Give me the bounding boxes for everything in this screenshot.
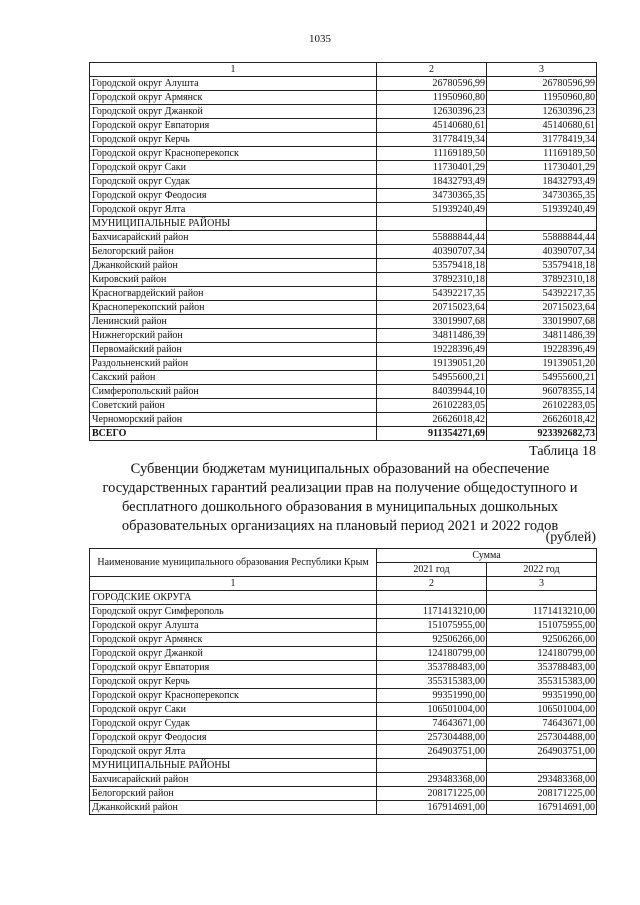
table-row [90,731,597,745]
table-row [90,77,597,91]
name-column-header: Наименование муниципального образования Республики Крым [90,549,377,577]
value-2021-cell: 40390707,34 [377,245,487,259]
value-2022-cell: 26626018,42 [487,413,597,427]
table-row [90,217,597,231]
table-row [90,287,597,301]
table-row [90,703,597,717]
value-2022-cell: 293483368,00 [487,773,597,787]
value-2022-cell: 257304488,00 [487,731,597,745]
value-2021-cell: 1171413210,00 [377,605,487,619]
municipality-name-cell: Городской округ Ялта [90,203,377,217]
municipality-name-cell: Черноморский район [90,413,377,427]
municipality-name-cell: Бахчисарайский район [90,231,377,245]
value-2021-cell: 208171225,00 [377,787,487,801]
value-2022-cell: 33019907,68 [487,315,597,329]
value-2022-cell: 19228396,49 [487,343,597,357]
table-row [90,91,597,105]
value-2021-cell [377,759,487,773]
municipality-name-cell: Нижнегорский район [90,329,377,343]
value-2022-cell: 208171225,00 [487,787,597,801]
document-title: Субвенции бюджетам муниципальных образований на обеспечение государственных гарантий реализации прав на получение общедоступного и бесплатного дошкольного образования в муниципальных дошкольных образовательных организациях на плановый период 2021 и 2022 годов [102,461,578,534]
value-2022-cell: 40390707,34 [487,245,597,259]
total-label: ВСЕГО [90,427,377,441]
value-2021-cell: 167914691,00 [377,801,487,815]
value-2021-cell: 355315383,00 [377,675,487,689]
value-2022-cell: 264903751,00 [487,745,597,759]
value-2022-cell: 11950960,80 [487,91,597,105]
value-2021-cell: 18432793,49 [377,175,487,189]
municipality-name-cell: Джанкойский район [90,801,377,815]
value-2021-cell: 151075955,00 [377,619,487,633]
municipality-name-cell: Городской округ Саки [90,703,377,717]
value-2022-cell: 20715023,64 [487,301,597,315]
municipality-name-cell: Первомайский район [90,343,377,357]
table-row [90,231,597,245]
value-2022-cell: 167914691,00 [487,801,597,815]
value-2021-cell: 11950960,80 [377,91,487,105]
table-row [90,787,597,801]
municipality-name-cell: Белогорский район [90,787,377,801]
value-2022-cell [487,217,597,231]
index-row [90,577,597,591]
value-2021-cell: 12630396,23 [377,105,487,119]
table-row [90,647,597,661]
value-2021-cell: 99351990,00 [377,689,487,703]
table-row [90,605,597,619]
table-row [90,273,597,287]
municipality-name-cell: Джанкойский район [90,259,377,273]
header-cell: 1 [90,63,377,77]
municipality-name-cell: Городской округ Симферополь [90,605,377,619]
table-row [90,329,597,343]
table-row [90,245,597,259]
table-row [90,189,597,203]
header-cell: 2 [377,63,487,77]
value-2021-cell: 51939240,49 [377,203,487,217]
municipality-name-cell: Городской округ Армянск [90,91,377,105]
value-2022-cell: 37892310,18 [487,273,597,287]
municipality-name-cell: МУНИЦИПАЛЬНЫЕ РАЙОНЫ [90,759,377,773]
table-row [90,675,597,689]
table-row [90,661,597,675]
value-2022-cell: 151075955,00 [487,619,597,633]
value-2022-cell: 12630396,23 [487,105,597,119]
units-label: (рублей) [545,530,596,545]
sum-header: Сумма [377,549,597,563]
municipality-name-cell: Красноперекопский район [90,301,377,315]
value-2021-cell: 53579418,18 [377,259,487,273]
table-row [90,619,597,633]
budget-table-2 [89,548,597,815]
value-2022-cell: 55888844,44 [487,231,597,245]
value-2021-cell: 45140680,61 [377,119,487,133]
table-row [90,203,597,217]
value-2021-cell: 92506266,00 [377,633,487,647]
value-2021-cell: 26780596,99 [377,77,487,91]
municipality-name-cell: Сакский район [90,371,377,385]
value-2022-cell: 96078355,14 [487,385,597,399]
municipality-name-cell: Городской округ Керчь [90,133,377,147]
value-2022-cell: 34811486,39 [487,329,597,343]
municipality-name-cell: Городской округ Джанкой [90,105,377,119]
budget-table-1 [89,62,597,441]
value-2022-cell: 54955600,21 [487,371,597,385]
value-2021-cell: 20715023,64 [377,301,487,315]
value-2022-cell [487,759,597,773]
value-2021-cell: 54392217,35 [377,287,487,301]
table-row [90,773,597,787]
table-row [90,343,597,357]
value-2021-cell: 26102283,05 [377,399,487,413]
year-2022-header: 2022 год [487,563,597,577]
index-cell: 3 [487,577,597,591]
municipality-name-cell: Симферопольский район [90,385,377,399]
municipality-name-cell: Городской округ Феодосия [90,731,377,745]
table-header-row [90,549,597,563]
value-2022-cell: 26102283,05 [487,399,597,413]
table-label: Таблица 18 [529,444,596,459]
year-2021-header: 2021 год [377,563,487,577]
total-row [90,427,597,441]
municipality-name-cell: Городской округ Евпатория [90,119,377,133]
table-row [90,385,597,399]
table-row [90,399,597,413]
municipality-name-cell: Городской округ Алушта [90,619,377,633]
value-2022-cell: 54392217,35 [487,287,597,301]
value-2022-cell: 1171413210,00 [487,605,597,619]
table-row [90,591,597,605]
value-2021-cell: 124180799,00 [377,647,487,661]
table-row [90,175,597,189]
municipality-name-cell: Кировский район [90,273,377,287]
table-row [90,357,597,371]
table-row [90,315,597,329]
municipality-name-cell: Городской округ Джанкой [90,647,377,661]
value-2022-cell: 34730365,35 [487,189,597,203]
value-2022-cell: 51939240,49 [487,203,597,217]
municipality-name-cell: Раздольненский район [90,357,377,371]
table-row [90,147,597,161]
value-2022-cell: 45140680,61 [487,119,597,133]
value-2022-cell: 355315383,00 [487,675,597,689]
value-2022-cell: 31778419,34 [487,133,597,147]
value-2021-cell: 293483368,00 [377,773,487,787]
value-2022-cell: 11169189,50 [487,147,597,161]
value-2021-cell: 54955600,21 [377,371,487,385]
municipality-name-cell: Красногвардейский район [90,287,377,301]
table-header-row [90,63,597,77]
value-2022-cell: 11730401,29 [487,161,597,175]
value-2021-cell: 34811486,39 [377,329,487,343]
municipality-name-cell: Городской округ Керчь [90,675,377,689]
value-2022-cell: 124180799,00 [487,647,597,661]
value-2021-cell: 106501004,00 [377,703,487,717]
value-2021-cell: 26626018,42 [377,413,487,427]
value-2021-cell: 37892310,18 [377,273,487,287]
municipality-name-cell: Ленинский район [90,315,377,329]
header-cell: 3 [487,63,597,77]
table-row [90,759,597,773]
municipality-name-cell: Городской округ Судак [90,175,377,189]
municipality-name-cell: Городской округ Саки [90,161,377,175]
municipality-name-cell: Белогорский район [90,245,377,259]
table-row [90,161,597,175]
value-2021-cell: 19228396,49 [377,343,487,357]
value-2022-cell: 92506266,00 [487,633,597,647]
table-row [90,119,597,133]
value-2021-cell: 353788483,00 [377,661,487,675]
municipality-name-cell: Городской округ Судак [90,717,377,731]
value-2021-cell: 11169189,50 [377,147,487,161]
municipality-name-cell: Бахчисарайский район [90,773,377,787]
table-row [90,689,597,703]
value-2021-cell: 55888844,44 [377,231,487,245]
value-2021-cell: 19139051,20 [377,357,487,371]
municipality-name-cell: Городской округ Ялта [90,745,377,759]
table-row [90,717,597,731]
value-2022-cell: 53579418,18 [487,259,597,273]
value-2021-cell: 11730401,29 [377,161,487,175]
value-2022-cell [487,591,597,605]
municipality-name-cell: МУНИЦИПАЛЬНЫЕ РАЙОНЫ [90,217,377,231]
municipality-name-cell: Городской округ Алушта [90,77,377,91]
index-cell: 2 [377,577,487,591]
total-value-2022: 923392682,73 [487,427,597,441]
value-2021-cell [377,591,487,605]
municipality-name-cell: Советский район [90,399,377,413]
table-row [90,301,597,315]
municipality-name-cell: ГОРОДСКИЕ ОКРУГА [90,591,377,605]
value-2021-cell: 33019907,68 [377,315,487,329]
value-2022-cell: 18432793,49 [487,175,597,189]
page-number: 1035 [309,33,331,45]
municipality-name-cell: Городской округ Красноперекопск [90,689,377,703]
value-2022-cell: 99351990,00 [487,689,597,703]
value-2021-cell: 264903751,00 [377,745,487,759]
table-row [90,259,597,273]
value-2022-cell: 353788483,00 [487,661,597,675]
value-2021-cell: 84039944,10 [377,385,487,399]
value-2021-cell: 31778419,34 [377,133,487,147]
table-row [90,133,597,147]
value-2021-cell: 34730365,35 [377,189,487,203]
value-2022-cell: 26780596,99 [487,77,597,91]
value-2021-cell: 74643671,00 [377,717,487,731]
municipality-name-cell: Городской округ Феодосия [90,189,377,203]
municipality-name-cell: Городской округ Евпатория [90,661,377,675]
table-row [90,413,597,427]
index-cell: 1 [90,577,377,591]
table-row [90,745,597,759]
table-row [90,801,597,815]
table-row [90,371,597,385]
value-2021-cell [377,217,487,231]
value-2022-cell: 19139051,20 [487,357,597,371]
total-value-2021: 911354271,69 [377,427,487,441]
municipality-name-cell: Городской округ Красноперекопск [90,147,377,161]
table-row [90,105,597,119]
table-row [90,633,597,647]
value-2022-cell: 106501004,00 [487,703,597,717]
municipality-name-cell: Городской округ Армянск [90,633,377,647]
value-2022-cell: 74643671,00 [487,717,597,731]
value-2021-cell: 257304488,00 [377,731,487,745]
